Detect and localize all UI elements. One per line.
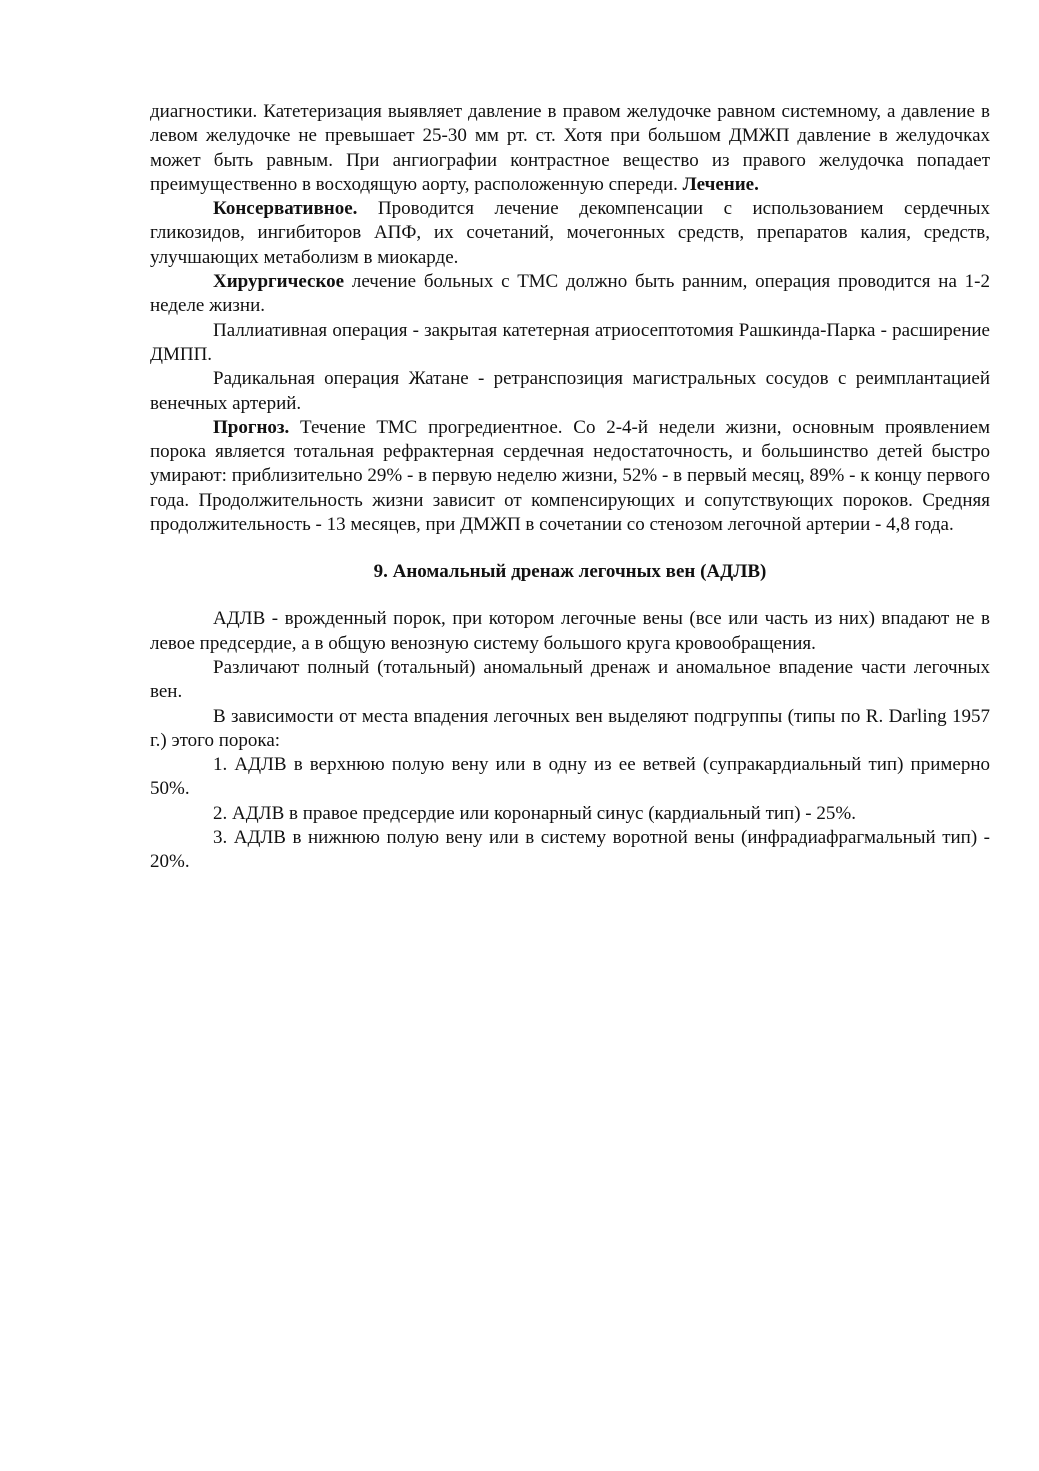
list-item-text: 1. АДЛВ в верхнюю полую вену или в одну из ее ветвей (супракардиальный тип) примерно 50%. [150,754,990,800]
surgical-text: лечение больных с ТМС должно быть ранним, операция проводится на 1-2 неделе жизни. [150,271,990,317]
paragraph-radical [150,367,990,416]
paragraph-surgical [150,270,990,319]
list-item-text: 3. АДЛВ в нижнюю полую вену или в систему воротной вены (инфрадиафрагмальный тип) - 20%. [150,827,990,873]
paragraph-prognosis [150,416,990,537]
list-item [150,802,990,826]
conservative-label: Консервативное. [213,198,358,220]
definition-text: АДЛВ - врожденный порок, при котором легочные вены (все или часть из них) впадают не в левое предсердие, а в общую венозную систему большого круга кровообращения. [150,608,990,654]
paragraph-palliative [150,319,990,368]
list-item [150,826,990,875]
paragraph-subgroups [150,705,990,754]
prognosis-label: Прогноз. [213,416,290,438]
list-item [150,753,990,802]
paragraph-types [150,656,990,705]
subgroups-text: В зависимости от места впадения легочных вен выделяют подгруппы (типы по R. Darling 1957 г.) этого порока: [150,705,990,751]
types-text: Различают полный (тотальный) аномальный дренаж и аномальное впадение части легочных вен. [150,656,990,703]
surgical-label: Хирургическое [213,271,345,293]
paragraph-conservative [150,197,990,270]
palliative-text: Паллиативная операция - закрытая катетерная атриосептотомия Рашкинда-Парка - расширение ДМПП. [150,319,990,365]
treatment-heading: Лечение. [682,173,759,195]
conservative-text: Проводится лечение декомпенсации с использованием сердечных гликозидов, ингибиторов АПФ, их сочетаний, мочегонных средств, препаратов калия, средств, улучшающих метаболизм в миокарде. [150,198,990,268]
paragraph-diagnostics [150,100,990,197]
prognosis-text: Течение ТМС прогредиентное. Со 2-4-й недели жизни, основным проявлением порока является тотальная рефрактерная сердечная недостаточность, и большинство детей быстро умирают: приблизительно 29% - в первую неделю жизни, 52% - в первый месяц, 89% - к концу первого года. Продолжительность жизни зависит от компенсирующих и сопутствующих пороков. Средняя продолжительность - 13 месяцев, при ДМЖП в сочетании со стенозом легочной артерии - 4,8 года. [150,416,990,536]
paragraph-diagnostics-text: диагностики. Катетеризация выявляет давление в правом желудочке равном системному, а давление в левом желудочке не превышает 25-30 мм рт. ст. Хотя при большом ДМЖП давление в желудочках может быть равным. При ангиографии контрастное вещество из правого желудочка попадает преимущественно в восходящую аорту, расположенную спереди. [150,101,990,195]
paragraph-definition [150,607,990,656]
section-heading: 9. Аномальный дренаж легочных вен (АДЛВ) [373,561,767,583]
list-item-text: 2. АДЛВ в правое предсердие или коронарный синус (кардиальный тип) - 25%. [213,802,856,824]
document-page [150,100,990,875]
radical-text: Радикальная операция Жатане - ретранспозиция магистральных сосудов с реимплантацией венечных артерий. [150,368,990,414]
